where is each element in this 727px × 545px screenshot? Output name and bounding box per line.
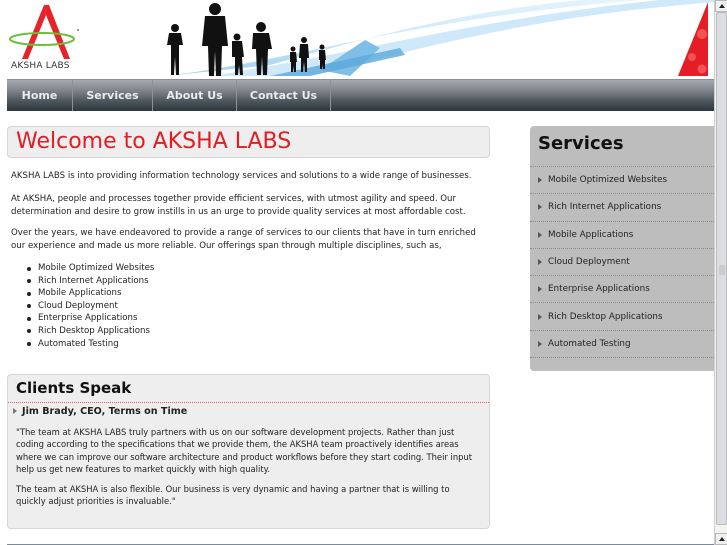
triangle-bullet-icon <box>538 232 542 238</box>
service-label: Rich Internet Applications <box>548 202 662 213</box>
triangle-bullet-icon <box>538 177 542 183</box>
service-link-rich-internet-applications[interactable] <box>530 194 714 221</box>
nav-about-us[interactable]: About Us <box>153 80 237 111</box>
welcome-heading-box <box>7 126 490 158</box>
testimonial-paragraph: The team at AKSHA is also flexible. Our business is very dynamic and having a partner that is willing to quickly adjust priorities is invaluable." <box>16 484 450 507</box>
service-label: Mobile Applications <box>548 229 634 240</box>
offering-item: Rich Desktop Applications <box>27 325 154 338</box>
offerings-paragraph: Over the years, we have endeavored to provide a range of services to our clients that have in turn enriched our experience and made us more reliable. Our offerings span through multiple disciplines, such as, <box>11 228 476 251</box>
service-link-enterprise-applications[interactable] <box>530 276 714 303</box>
service-link-cloud-deployment[interactable] <box>530 249 714 276</box>
nav-home[interactable]: Home <box>7 80 73 111</box>
testimonial-paragraph: "The team at AKSHA LABS truly partners with us on our software development projects. Rather than just coding according to the specifications that we provide them, the AKSHA team proactively identifies areas where we can improve our software architecture and product workflows before they start coding. Their input help us get new features to market quickly with high quality. <box>16 427 473 475</box>
offering-item: Enterprise Applications <box>27 312 154 325</box>
service-label: Mobile Optimized Websites <box>548 175 668 186</box>
intro-paragraph: AKSHA LABS is into providing information technology services and solutions to a wide range of businesses. <box>11 171 472 181</box>
grip-icon <box>719 265 725 275</box>
scroll-up-button[interactable] <box>715 0 727 12</box>
service-link-mobile-applications[interactable] <box>530 222 714 249</box>
triangle-bullet-icon <box>538 286 542 292</box>
nav-services[interactable]: Services <box>73 80 153 111</box>
service-link-automated-testing[interactable] <box>530 331 714 358</box>
offering-item: Mobile Optimized Websites <box>27 262 154 275</box>
services-title: Services <box>538 133 624 154</box>
triangle-bullet-icon <box>538 259 542 265</box>
page-title: Welcome to AKSHA LABS <box>16 129 292 154</box>
divider <box>8 402 489 403</box>
site-header <box>0 0 714 79</box>
arrow-icon <box>719 537 725 541</box>
service-label: Enterprise Applications <box>548 284 650 295</box>
corner-red-triangle <box>674 0 714 79</box>
banner-people-graphic <box>150 0 714 79</box>
vertical-scrollbar[interactable] <box>714 0 727 545</box>
clients-speak-title: Clients Speak <box>16 379 132 397</box>
client-name-text: Jim Brady, CEO, Terms on Time <box>22 406 188 417</box>
offering-item: Cloud Deployment <box>27 300 154 313</box>
offerings-list <box>27 262 154 350</box>
offering-item: Automated Testing <box>27 338 154 351</box>
clients-speak-panel <box>7 374 490 529</box>
logo-text: AKSHA LABS <box>11 61 70 71</box>
arrow-up-icon <box>719 4 725 8</box>
main-nav <box>7 79 714 111</box>
offering-item: Mobile Applications <box>27 287 154 300</box>
people-process-paragraph: At AKSHA, people and processes together provide efficient services, with utmost agility and speed. Our determination and desire to grow instills in us an urge to provide quality services at most affordable cost. <box>11 194 466 217</box>
triangle-bullet-icon <box>538 341 542 347</box>
services-sidebar <box>530 126 714 371</box>
services-list <box>530 167 714 358</box>
scrollbar-thumb[interactable] <box>716 12 727 525</box>
scroll-down-button[interactable] <box>715 533 727 545</box>
service-link-mobile-optimized-websites[interactable] <box>530 167 714 194</box>
service-label: Automated Testing <box>548 338 631 349</box>
service-label: Rich Desktop Applications <box>548 311 663 322</box>
nav-contact-us[interactable]: Contact Us <box>237 80 331 111</box>
triangle-bullet-icon <box>13 408 17 414</box>
triangle-bullet-icon <box>538 204 542 210</box>
service-link-rich-desktop-applications[interactable] <box>530 303 714 330</box>
service-label: Cloud Deployment <box>548 257 630 268</box>
triangle-bullet-icon <box>538 314 542 320</box>
client-name <box>13 406 187 417</box>
logo-a-icon <box>8 3 83 63</box>
offering-item: Rich Internet Applications <box>27 275 154 288</box>
